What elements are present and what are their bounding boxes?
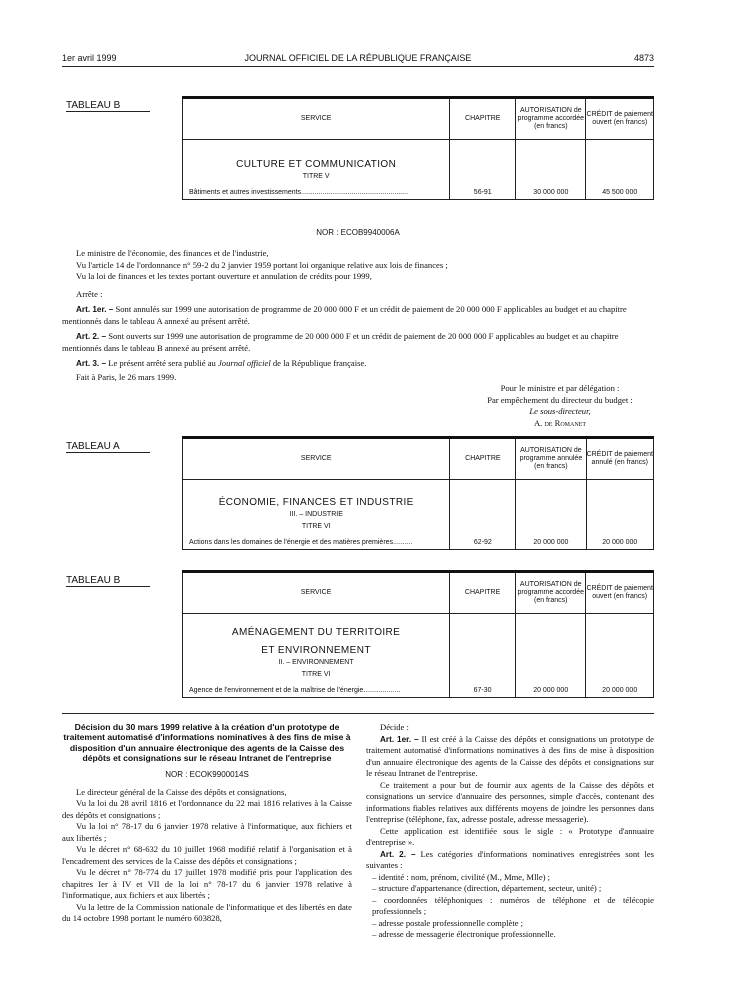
list-item: – structure d'appartenance (direction, département, secteur, unité) ; bbox=[372, 883, 602, 893]
intro-line: Le ministre de l'économie, des finances et de l'industrie, bbox=[76, 248, 269, 258]
signatory-name: A. de Romanet bbox=[533, 417, 587, 428]
arrete-line: Arrête : bbox=[76, 288, 103, 299]
decree-body bbox=[62, 248, 654, 383]
tableau-b-label: TABLEAU B bbox=[66, 100, 150, 111]
col-service: SERVICE bbox=[183, 438, 450, 480]
preamble-line: Vu le décret n° 68-632 du 10 juillet 1968 modifié relatif à l'organisation et à l'encadrement des services de la Caisse des dépôts et consignations ; bbox=[62, 844, 352, 866]
header-rule bbox=[62, 66, 654, 67]
preamble-line: Vu le décret n° 78-774 du 17 juillet 1978 modifié pris pour l'application des chapitres Ier à IV et VII de la loi n° 78-17 du 6 janvier 1978 relative à l'informatique, aux fichiers et aux libertés ; bbox=[62, 867, 352, 901]
decision-right-column bbox=[366, 722, 654, 941]
tableau-b-culture bbox=[182, 96, 654, 200]
journal-title: JOURNAL OFFICIEL DE LA RÉPUBLIQUE FRANÇAISE bbox=[244, 53, 472, 63]
chapitre-value: 62-92 bbox=[450, 532, 516, 550]
page-number: 4873 bbox=[633, 53, 654, 63]
col-chapitre: CHAPITRE bbox=[450, 572, 516, 614]
article-3: Art. 3. – Le présent arrêté sera publié au Journal officiel de la République française. bbox=[76, 358, 367, 368]
section-rule bbox=[62, 713, 654, 714]
autorisation-value: 20 000 000 bbox=[516, 532, 586, 550]
tableau-b-label: TABLEAU B bbox=[66, 575, 150, 586]
credit-value: 20 000 000 bbox=[586, 532, 653, 550]
col-autorisation: AUTORISATION de programme accordée (en francs) bbox=[516, 572, 586, 614]
budget-line-label: Bâtiments et autres investissements....................................................... bbox=[183, 182, 450, 200]
col-service: SERVICE bbox=[183, 572, 450, 614]
credit-value: 45 500 000 bbox=[586, 182, 654, 200]
col-chapitre: CHAPITRE bbox=[450, 438, 516, 480]
list-item: – coordonnées téléphoniques : numéros de téléphone et de télécopie professionnels ; bbox=[372, 894, 654, 916]
fait-line: Fait à Paris, le 26 mars 1999. bbox=[76, 371, 177, 382]
chapitre-value: 56-91 bbox=[450, 182, 516, 200]
subsection-title: III. – INDUSTRIE bbox=[183, 508, 450, 520]
section-title: ÉCONOMIE, FINANCES ET INDUSTRIE bbox=[183, 480, 450, 509]
col-autorisation: AUTORISATION de programme accordée (en francs) bbox=[516, 98, 586, 140]
intro-line: Vu l'article 14 de l'ordonnance n° 59-2 du 2 janvier 1959 portant loi organique relative aux lois de finances ; bbox=[76, 259, 448, 270]
article-2: Art. 2. – Sont ouverts sur 1999 une autorisation de programme de 20 000 000 F et un crédit de paiement de 20 000 000 F applicables au budget et au chapitre mentionnés dans le tableau B annexé au présent arrêté. bbox=[62, 331, 619, 353]
signature-block: Pour le ministre et par délégation : Par empêchement du directeur du budget : Le sous-directeur, A. de Romanet bbox=[440, 383, 680, 429]
preamble-line: Vu la loi du 28 avril 1816 et l'ordonnance du 22 mai 1816 relatives à la Caisse des dépôts et consignations ; bbox=[62, 798, 352, 820]
decision-left-column bbox=[62, 722, 352, 925]
decision-article-2: Art. 2. – Les catégories d'informations nominatives enregistrées sont les suivantes : bbox=[366, 848, 654, 870]
titre-label: TITRE V bbox=[183, 170, 450, 182]
nor-reference: NOR : ECOK9900014S bbox=[165, 769, 249, 779]
col-credit: CRÉDIT de paiement annulé (en francs) bbox=[586, 438, 653, 480]
tableau-a-economie bbox=[182, 436, 654, 550]
section-title-line2: ET ENVIRONNEMENT bbox=[183, 638, 450, 656]
col-chapitre: CHAPITRE bbox=[450, 98, 516, 140]
decision-paragraph: Cette application est identifiée sous le sigle : « Prototype d'annuaire d'entreprise ». bbox=[366, 825, 654, 847]
col-credit: CRÉDIT de paiement ouvert (en francs) bbox=[586, 98, 654, 140]
tableau-b-amenagement bbox=[182, 570, 654, 698]
list-item: – adresse de messagerie électronique professionnelle. bbox=[372, 929, 556, 939]
col-service: SERVICE bbox=[183, 98, 450, 140]
decision-article-1: Art. 1er. – Il est créé à la Caisse des dépôts et consignations un prototype de traitement automatisé d'informations nominatives à des fins de mise à disposition d'un annuaire électronique des agents de la Caisse des dépôts et consignations sur le réseau Intranet de l'entreprise. bbox=[366, 733, 654, 778]
chapitre-value: 67-30 bbox=[450, 680, 516, 698]
col-credit: CRÉDIT de paiement ouvert (en francs) bbox=[586, 572, 654, 614]
decision-title: Décision du 30 mars 1999 relative à la création d'un prototype de traitement automatisé d'informations nominatives à des fins de mise à disposition d'un annuaire électronique des agents de la Caisse des dépôts et consignations sur le réseau Intranet de l'entreprise bbox=[63, 722, 351, 764]
col-autorisation: AUTORISATION de programme annulée (en francs) bbox=[516, 438, 586, 480]
budget-line-label: Actions dans les domaines de l'énergie et des matières premières.......... bbox=[183, 532, 450, 550]
tableau-a-label: TABLEAU A bbox=[66, 441, 150, 452]
article-1: Art. 1er. – Sont annulés sur 1999 une autorisation de programme de 20 000 000 F et un crédit de paiement de 20 000 000 F applicables au budget et au chapitre mentionnés dans le tableau A annexé au présent arrêté. bbox=[62, 304, 627, 326]
titre-label: TITRE VI bbox=[183, 668, 450, 680]
preamble-line: Vu la loi n° 78-17 du 6 janvier 1978 relative à l'informatique, aux fichiers et aux libertés ; bbox=[62, 821, 352, 843]
subsection-title: II. – ENVIRONNEMENT bbox=[183, 656, 450, 668]
titre-label: TITRE VI bbox=[183, 520, 450, 532]
section-title: AMÉNAGEMENT DU TERRITOIRE bbox=[183, 614, 450, 639]
credit-value: 20 000 000 bbox=[586, 680, 654, 698]
intro-line: Vu la loi de finances et les textes portant ouverture et annulation de crédits pour 1999, bbox=[76, 271, 372, 281]
nor-reference: NOR : ECOB9940006A bbox=[316, 228, 400, 237]
preamble-line: Vu la lettre de la Commission nationale de l'informatique et des libertés en date du 14 octobre 1998 portant le numéro 603828, bbox=[62, 901, 352, 924]
decision-preamble bbox=[62, 787, 352, 925]
list-item: – adresse postale professionnelle complète ; bbox=[372, 917, 524, 928]
decide-line: Décide : bbox=[380, 722, 409, 732]
header-date: 1er avril 1999 bbox=[62, 53, 117, 63]
budget-line-label: Agence de l'environnement et de la maîtrise de l'énergie................... bbox=[183, 680, 450, 698]
preamble-line: Le directeur général de la Caisse des dépôts et consignations, bbox=[76, 786, 287, 797]
autorisation-value: 20 000 000 bbox=[516, 680, 586, 698]
section-title: CULTURE ET COMMUNICATION bbox=[183, 140, 450, 171]
autorisation-value: 30 000 000 bbox=[516, 182, 586, 200]
list-item: – identité : nom, prénom, civilité (M., Mme, Mlle) ; bbox=[372, 871, 551, 882]
decision-paragraph: Ce traitement a pour but de fournir aux agents de la Caisse des dépôts et consignations un service d'annuaire des personnes, simple d'accès, contenant des informations fiables relatives aux différents moyens de joindre les personnes dans l'entreprise (téléphone, fax, adresse postale, adresse messagerie). bbox=[366, 779, 654, 824]
